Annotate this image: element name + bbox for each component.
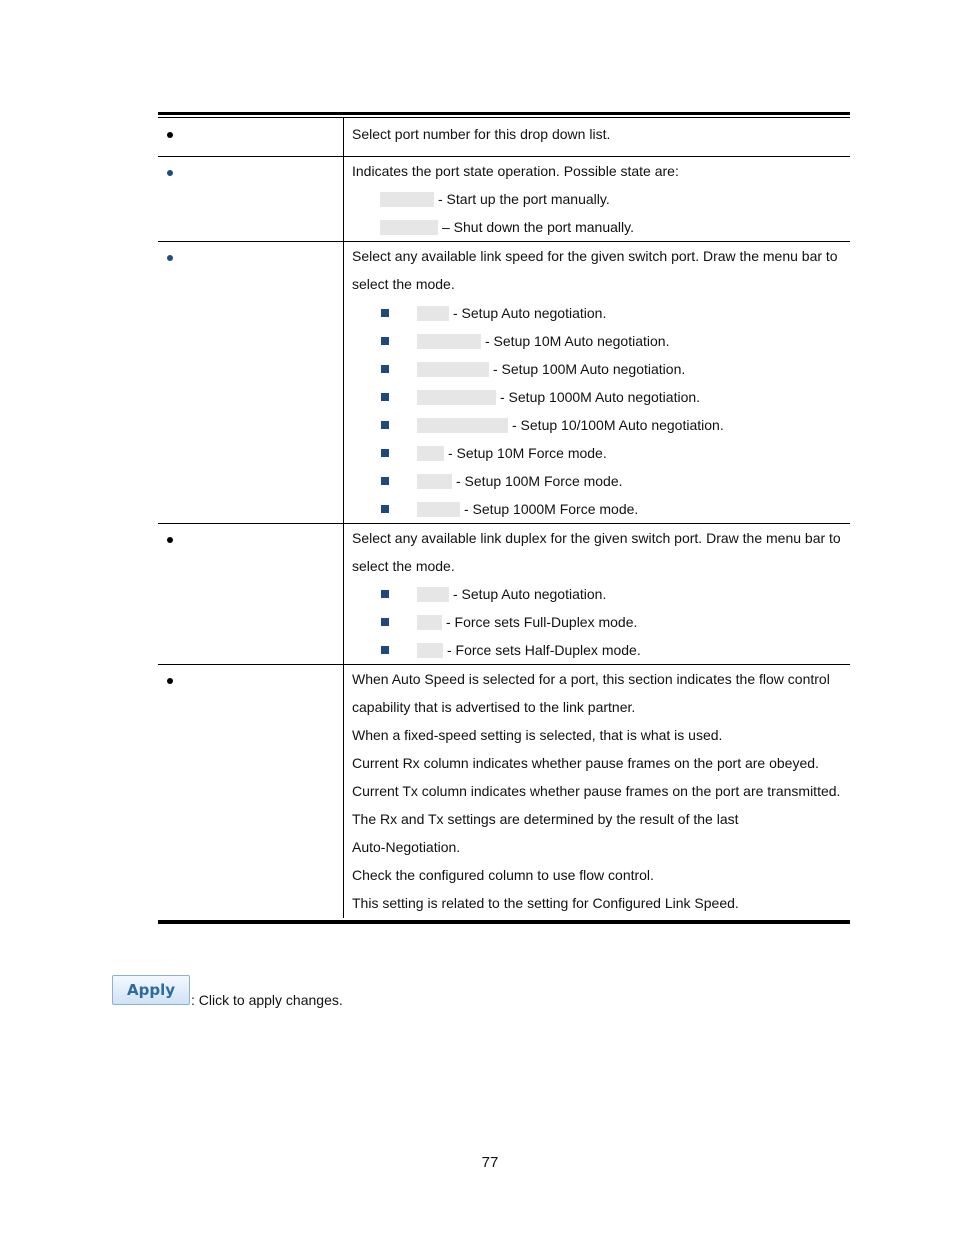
table-row (158, 241, 850, 523)
bullet-icon (167, 170, 173, 176)
list-item: - Setup Auto negotiation. (417, 305, 606, 321)
list-item: - Setup 10M Auto negotiation. (417, 333, 669, 349)
table-row (158, 664, 850, 917)
table-row (158, 156, 850, 242)
table-row (158, 523, 850, 664)
square-bullet-icon (381, 393, 389, 401)
list-item: - Setup 100M Auto negotiation. (417, 361, 685, 377)
row-description: Auto-Negotiation. (352, 839, 461, 855)
square-bullet-icon (381, 618, 389, 626)
bullet-icon (167, 132, 173, 138)
row-description: Indicates the port state operation. Possible state are: (352, 163, 679, 179)
row-description: The Rx and Tx settings are determined by the result of the last (352, 811, 739, 827)
square-bullet-icon (381, 365, 389, 373)
list-item: - Setup 1000M Force mode. (417, 501, 638, 517)
row-description: Select any available link speed for the given switch port. Draw the menu bar to (352, 248, 838, 264)
row-description: When a fixed-speed setting is selected, that is what is used. (352, 727, 723, 743)
square-bullet-icon (381, 337, 389, 345)
square-bullet-icon (381, 449, 389, 457)
apply-description: : Click to apply changes. (191, 992, 343, 1008)
row-description: Select any available link duplex for the given switch port. Draw the menu bar to (352, 530, 841, 546)
square-bullet-icon (381, 590, 389, 598)
parameter-table (158, 112, 850, 924)
row-description: Select port number for this drop down list. (352, 126, 611, 142)
row-description: capability that is advertised to the link partner. (352, 699, 636, 715)
square-bullet-icon (381, 477, 389, 485)
page-number: 77 (481, 1154, 499, 1171)
list-item: – Shut down the port manually. (380, 219, 634, 235)
row-description: Current Tx column indicates whether pause frames on the port are transmitted. (352, 783, 841, 799)
row-description: Current Rx column indicates whether pause frames on the port are obeyed. (352, 755, 819, 771)
row-description: select the mode. (352, 276, 455, 292)
square-bullet-icon (381, 421, 389, 429)
row-description: When Auto Speed is selected for a port, this section indicates the flow control (352, 671, 830, 687)
row-description: This setting is related to the setting for Configured Link Speed. (352, 895, 739, 911)
table-row (158, 118, 850, 157)
list-item: - Force sets Full-Duplex mode. (417, 614, 637, 630)
square-bullet-icon (381, 646, 389, 654)
bullet-icon (167, 255, 173, 261)
bullet-icon (167, 537, 173, 543)
square-bullet-icon (381, 505, 389, 513)
list-item: - Setup 1000M Auto negotiation. (417, 389, 700, 405)
square-bullet-icon (381, 309, 389, 317)
list-item: - Setup 100M Force mode. (417, 473, 623, 489)
row-description: select the mode. (352, 558, 455, 574)
list-item: - Force sets Half-Duplex mode. (417, 642, 641, 658)
list-item: - Setup 10M Force mode. (417, 445, 607, 461)
list-item: - Setup 10/100M Auto negotiation. (417, 417, 724, 433)
apply-button[interactable]: Apply (112, 975, 190, 1005)
bullet-icon (167, 678, 173, 684)
list-item: - Start up the port manually. (380, 191, 610, 207)
list-item: - Setup Auto negotiation. (417, 586, 606, 602)
row-description: Check the configured column to use flow control. (352, 867, 654, 883)
